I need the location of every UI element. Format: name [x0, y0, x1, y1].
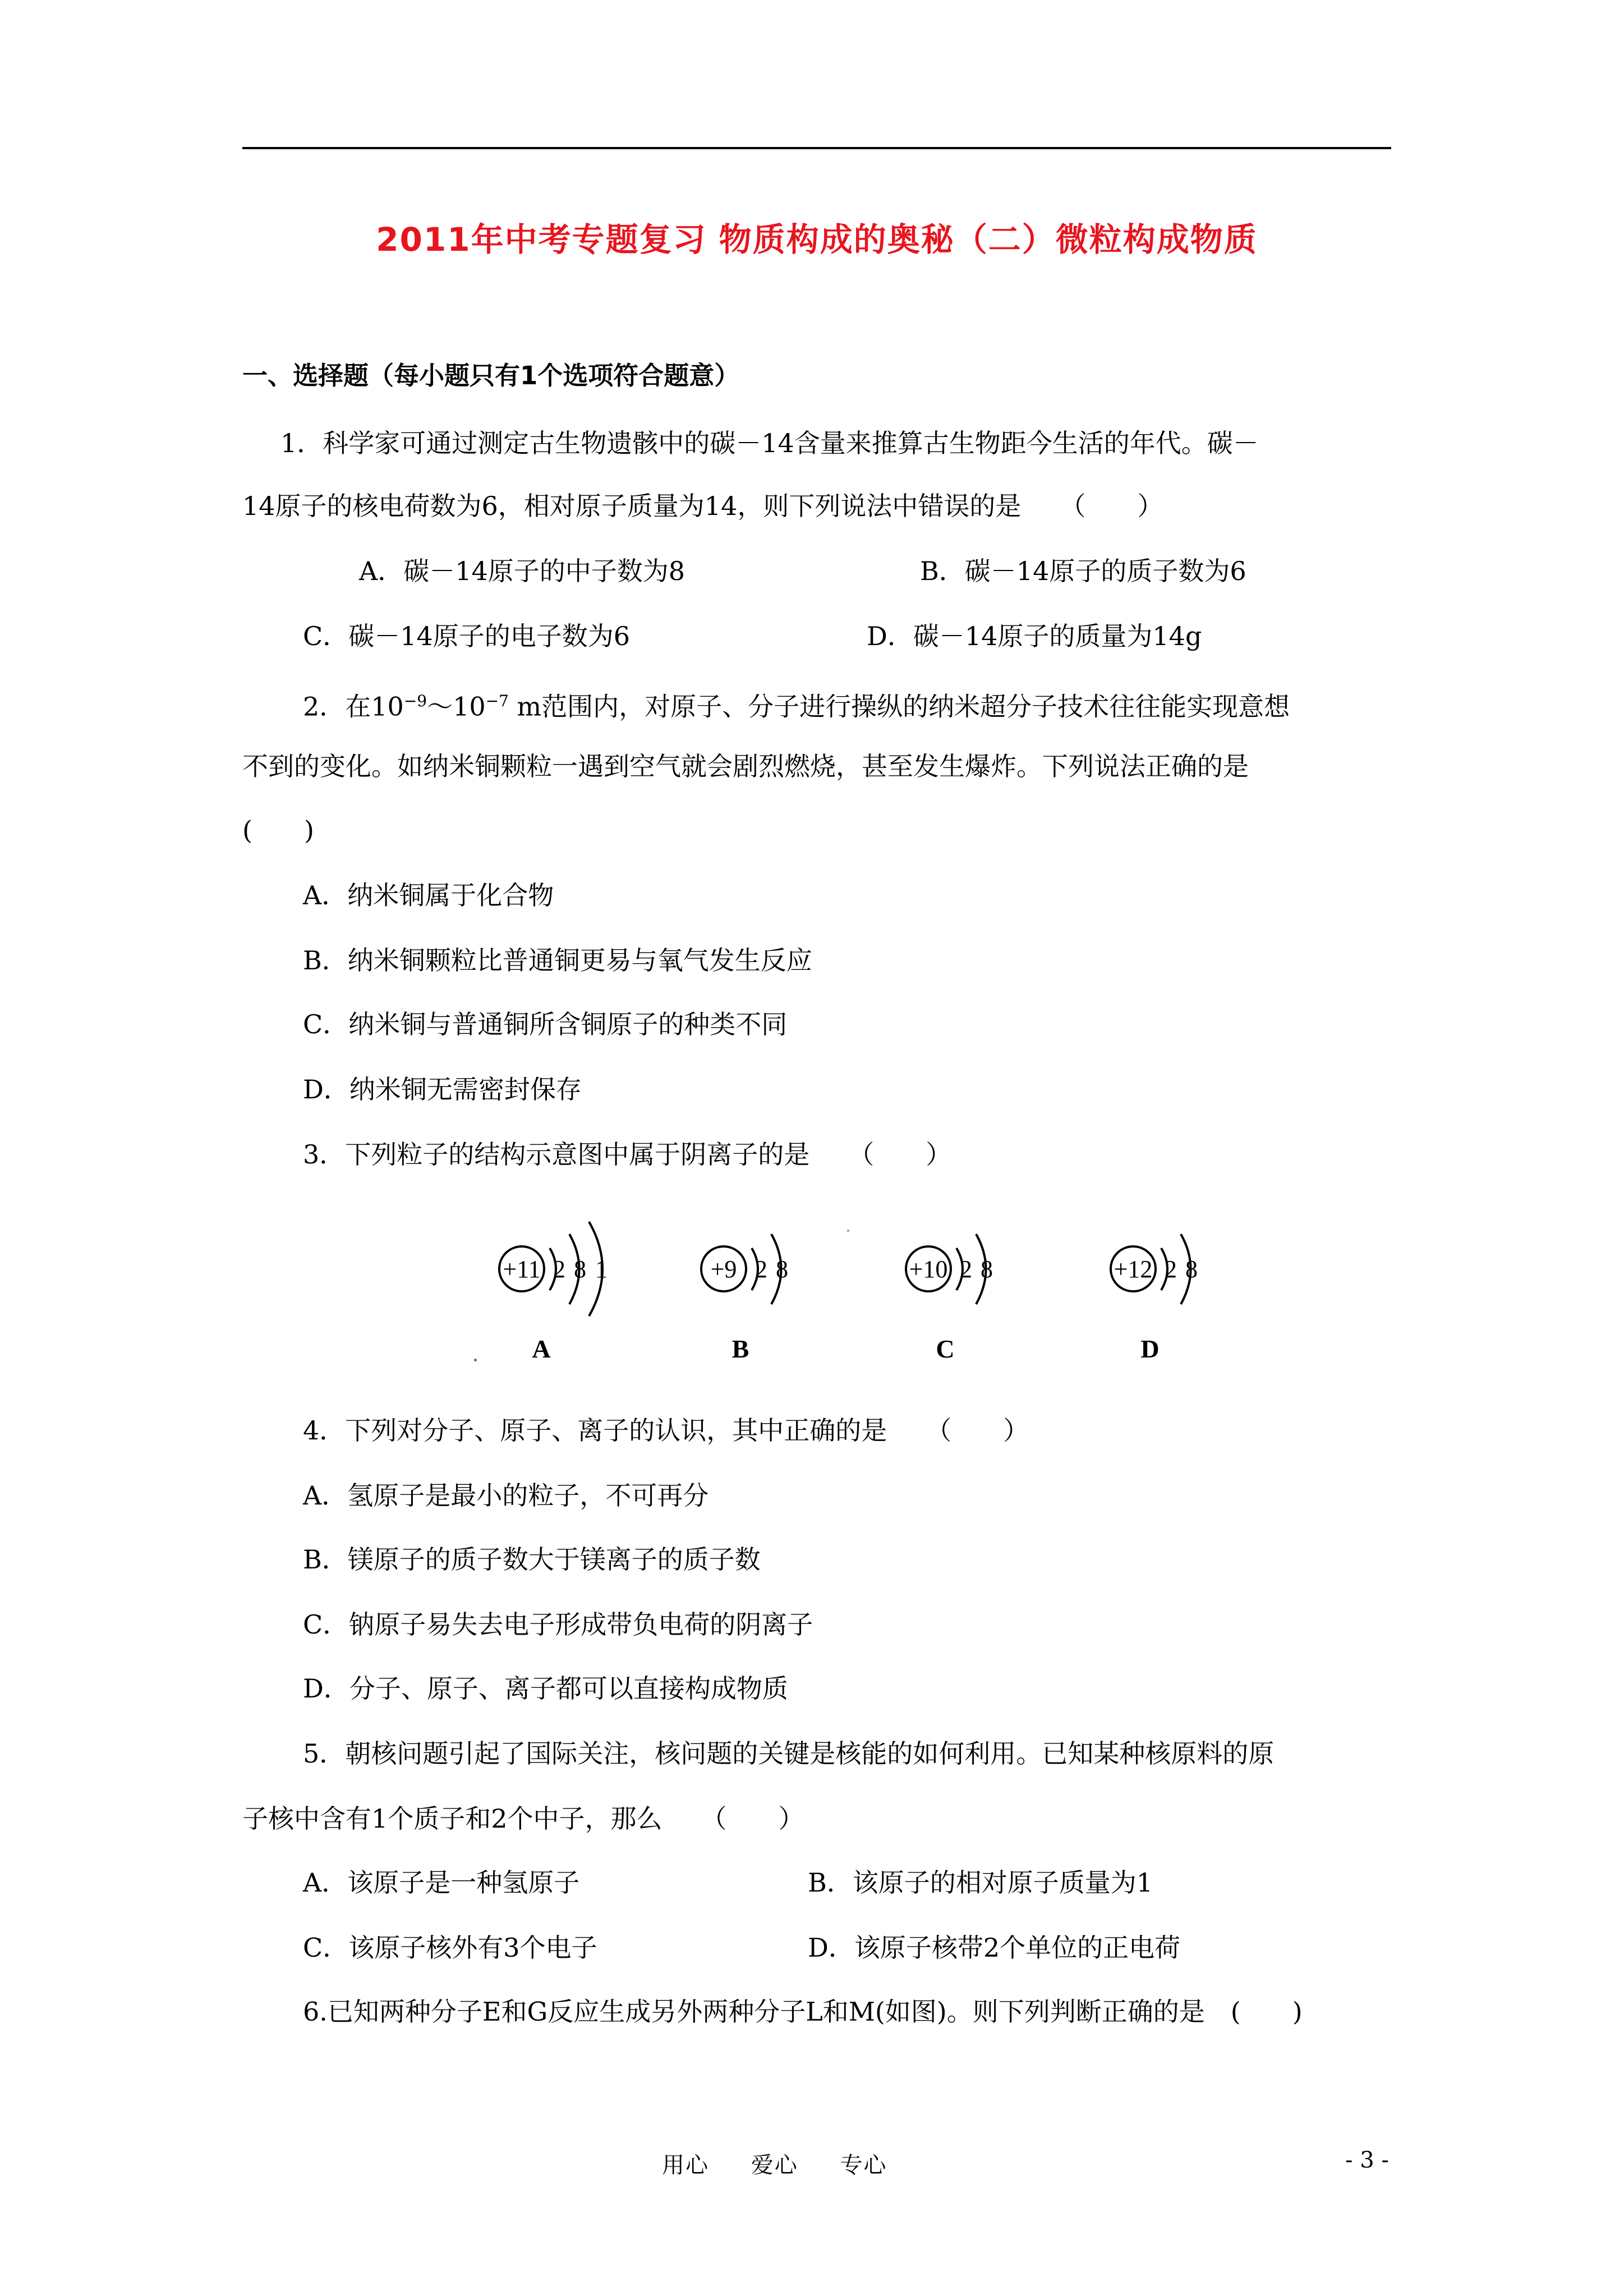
atom-structure-diagrams: [471, 1195, 1257, 1374]
section-heading: 一、选择题（每小题只有1个选项符合题意）: [242, 361, 740, 390]
page-number: - 3 -: [1345, 2147, 1389, 2173]
q2-line1-part-a: 2．在10: [303, 691, 404, 722]
footer-motto: [662, 2147, 921, 2179]
q2-option-d: D．纳米铜无需密封保存: [303, 1074, 582, 1105]
q2-sup2: −7: [485, 692, 509, 710]
atom-c-nucleus-label: +10: [909, 1255, 948, 1283]
q2-option-c: C．纳米铜与普通铜所含铜原子的种类不同: [303, 1009, 788, 1039]
q2-option-a: A．纳米铜属于化合物: [303, 880, 554, 910]
atom-c-label: C: [936, 1335, 955, 1363]
q5-option-d: D．该原子核带2个单位的正电荷: [808, 1932, 1181, 1963]
q5-option-b: B．该原子的相对原子质量为1: [808, 1867, 1153, 1898]
q4-option-c: C．钠原子易失去电子形成带负电荷的阴离子: [303, 1609, 813, 1640]
q2-line1: [303, 684, 1290, 723]
footer-motto-3: 专心: [840, 2152, 887, 2178]
atom-c-diagram: [906, 1234, 993, 1363]
q2-line1-part-c: m范围内，对原子、分子进行操纵的纳米超分子技术往往能实现意想: [508, 691, 1290, 722]
q1-line2: 14原子的核电荷数为6，相对原子质量为14，则下列说法中错误的是 （ ）: [242, 491, 1163, 521]
atom-a-shell-1-count: 2: [553, 1255, 565, 1283]
atom-c-shell-2-count: 8: [981, 1255, 993, 1283]
atom-d-shell-1-count: 2: [1165, 1255, 1177, 1283]
atom-d-shell-2-count: 8: [1185, 1255, 1198, 1283]
q5-option-a: A．该原子是一种氢原子: [303, 1867, 580, 1898]
q1-option-c: C．碳－14原子的电子数为6: [303, 621, 630, 651]
q1-line1: 1．科学家可通过测定古生物遗骸中的碳－14含量来推算古生物距今生活的年代。碳－: [280, 428, 1259, 458]
q6-line1: 6.已知两种分子E和G反应生成另外两种分子L和M(如图)。则下列判断正确的是 ( ): [303, 1996, 1303, 2027]
stray-mark-2: [847, 1230, 849, 1232]
q2-line2: 不到的变化。如纳米铜颗粒一遇到空气就会剧烈燃烧，甚至发生爆炸。下列说法正确的是: [242, 751, 1249, 781]
q4-line1: 4．下列对分子、原子、离子的认识，其中正确的是 （ ）: [303, 1415, 1029, 1446]
atom-a-diagram: [499, 1222, 608, 1363]
atom-c-shell-1-count: 2: [960, 1255, 972, 1283]
footer-motto-1: 用心: [662, 2152, 709, 2178]
q4-option-b: B．镁原子的质子数大于镁离子的质子数: [303, 1544, 761, 1575]
atom-d-label: D: [1140, 1335, 1160, 1363]
atom-b-label: B: [732, 1335, 749, 1363]
atom-b-diagram: [701, 1234, 788, 1363]
atom-b-shell-1-count: 2: [755, 1255, 767, 1283]
atom-a-nucleus-label: +11: [503, 1255, 541, 1283]
page-title: 2011年中考专题复习 物质构成的奥秘（二）微粒构成物质: [376, 220, 1258, 259]
footer-motto-2: 爱心: [751, 2152, 798, 2178]
q2-line3: ( ): [242, 815, 314, 845]
q4-option-d: D．分子、原子、离子都可以直接构成物质: [303, 1673, 788, 1704]
atom-a-shell-2-count: 8: [574, 1255, 586, 1283]
atom-a-label: A: [532, 1335, 551, 1363]
q3-line1: 3．下列粒子的结构示意图中属于阴离子的是 （ ）: [303, 1139, 952, 1170]
q1-option-b: B．碳－14原子的质子数为6: [920, 556, 1246, 586]
q2-sup1: −9: [403, 692, 427, 710]
atom-diagrams-svg: [471, 1195, 1257, 1374]
header-rule: [242, 147, 1391, 149]
atom-b-shell-2-count: 8: [776, 1255, 788, 1283]
q1-option-a: A．碳－14原子的中子数为8: [359, 556, 686, 586]
atom-d-nucleus-label: +12: [1114, 1255, 1153, 1283]
q2-option-b: B．纳米铜颗粒比普通铜更易与氧气发生反应: [303, 945, 812, 976]
q4-option-a: A．氢原子是最小的粒子，不可再分: [303, 1480, 709, 1511]
q5-line2: 子核中含有1个质子和2个中子，那么 （ ）: [242, 1803, 804, 1834]
stray-mark: [474, 1359, 477, 1361]
q1-option-d: D．碳－14原子的质量为14g: [867, 621, 1202, 651]
atom-a-shell-3-count: 1: [595, 1255, 608, 1283]
atom-d-diagram: [1111, 1234, 1198, 1363]
q5-line1: 5．朝核问题引起了国际关注，核问题的关键是核能的如何利用。已知某种核原料的原: [303, 1738, 1275, 1769]
q2-line1-part-b: ～10: [427, 691, 486, 722]
q5-option-c: C．该原子核外有3个电子: [303, 1932, 597, 1963]
atom-b-nucleus-label: +9: [710, 1255, 737, 1283]
